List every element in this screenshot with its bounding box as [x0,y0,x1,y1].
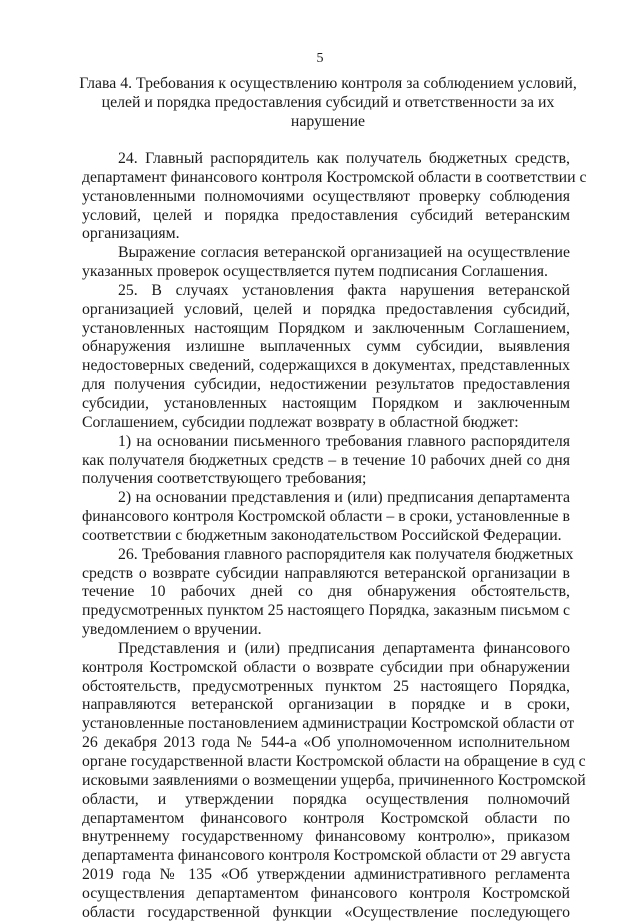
text-line: предусмотренных пунктом 25 настоящего Порядка, заказным письмом с [82,602,571,620]
text-line: области государственной функции «Осуществление последующего [82,903,570,921]
text-line: организациям. [82,225,180,243]
text-line: Выражение согласия ветеранской организацией на осуществление [118,244,570,262]
text-line: 26. Требования главного распорядителя как получателя бюджетных [118,545,574,563]
chapter-heading-line: Глава 4. Требования к осуществлению контроля за соблюдением условий, [79,75,577,92]
text-line: финансового контроля Костромской области – в сроки, установленные в [82,508,570,526]
text-line: субсидии, установленных настоящим Порядком и заключенным [82,394,570,412]
text-line: для получения субсидии, недостижении результатов предоставления [82,376,570,394]
text-line: осуществления департаментом финансового контроля Костромской [82,884,570,902]
text-line: исковыми заявлениями о возмещении ущерба, причиненного Костромской [82,771,586,789]
text-line: Представления и (или) предписания департамента финансового [118,639,570,657]
text-line: соответствии с бюджетным законодательством Российской Федерации. [82,526,562,544]
text-line: органе государственной власти Костромской области на обращение в суд с [82,753,586,770]
text-line: течение 10 рабочих дней со дня обнаружения обстоятельств, [82,583,570,601]
text-line: 26 декабря 2013 года № 544-а «Об уполномоченном исполнительном [82,734,570,752]
text-line: Соглашением, субсидии подлежат возврату в областной бюджет: [82,413,519,431]
text-line: указанных проверок осуществляется путем подписания Соглашения. [82,263,548,281]
text-line: области, и утверждении порядка осуществления полномочий [82,790,570,808]
text-line: установленные постановлением администрации Костромской области от [82,715,575,733]
page-number: 5 [316,51,324,66]
text-line: получения соответствующего требования; [82,470,367,488]
text-line: 24. Главный распорядитель как получатель бюджетных средств, [118,150,570,167]
text-line: как получателя бюджетных средств – в течение 10 рабочих дней со дня [82,451,570,469]
text-line: 2019 года № 135 «Об утверждении административного регламента [82,866,570,884]
text-line: условий, целей и порядка предоставления субсидий ветеранским [82,206,570,224]
text-line: установленных настоящим Порядком и заключенным Соглашением, [82,319,570,337]
text-line: департамента финансового контроля Костромской области от 29 августа [82,847,571,865]
text-line: обстоятельств, предусмотренных пунктом 25 настоящего Порядка, [82,677,570,695]
text-line: уведомлением о вручении. [82,621,262,639]
text-line: 25. В случаях установления факта нарушения ветеранской [118,281,570,299]
text-line: 1) на основании письменного требования главного распорядителя [118,432,570,450]
chapter-heading-line: нарушение [290,113,366,130]
text-line: внутреннему государственному финансовому контролю», приказом [82,828,570,846]
document-body [82,150,587,923]
text-line: 2) на основании представления и (или) предписания департамента [118,489,570,507]
text-line: недостоверных сведений, содержащихся в документах, представленных [82,357,570,375]
text-line: организацией условий, целей и порядка предоставления субсидий, [82,300,570,318]
text-line: департамент финансового контроля Костромской области в соответствии с [82,168,587,186]
chapter-heading [78,74,578,131]
chapter-heading-line: целей и порядка предоставления субсидий и ответственности за их [101,94,555,111]
text-line: контроля Костромской области о возврате субсидии при обнаружении [82,658,570,676]
text-line: установленными полномочиями осуществляют проверку соблюдения [82,187,570,205]
text-line: обнаружения излишне выплаченных сумм субсидии, выявления [82,338,570,356]
text-line: направляются ветеранской организации в порядке и в сроки, [82,696,570,714]
text-line: департаментом финансового контроля Костромской области по [82,809,570,827]
text-line: средств о возврате субсидии направляются ветеранской организации в [82,564,570,582]
